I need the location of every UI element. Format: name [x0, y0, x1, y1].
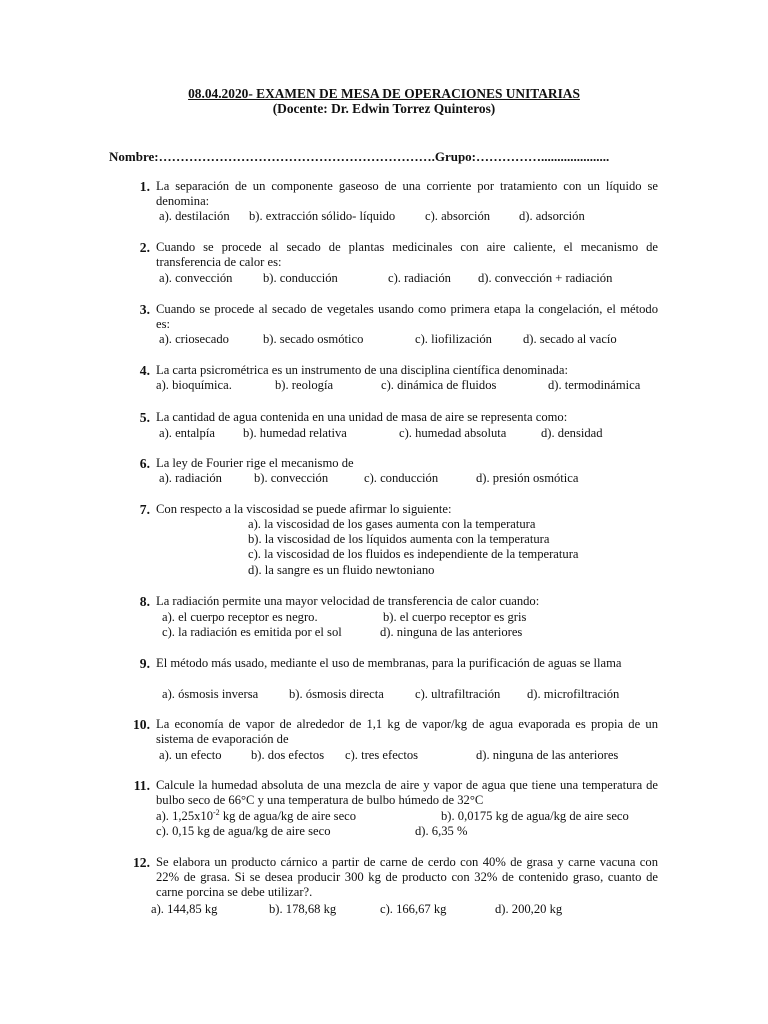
option-b: b). 0,0175 kg de agua/kg de aire seco	[441, 809, 629, 823]
option-a: a). el cuerpo receptor es negro.	[162, 610, 318, 624]
option-a-unit: kg de agua/kg de aire seco	[219, 809, 357, 823]
option-d: d). secado al vacío	[523, 332, 617, 346]
option-a: a). ósmosis inversa	[162, 687, 259, 701]
option-d: d). 6,35 %	[415, 824, 468, 838]
option-c: c). la radiación es emitida por el sol	[162, 625, 342, 639]
question-number: 10.	[133, 717, 150, 732]
option-b: b). la viscosidad de los líquidos aumenta con la temperatura	[248, 532, 550, 546]
question-text: La radiación permite una mayor velocidad de transferencia de calor cuando:	[156, 594, 540, 608]
option-b: b). extracción sólido- líquido	[249, 209, 396, 223]
option-b: b). conducción	[263, 271, 338, 285]
option-c: c). liofilización	[415, 332, 492, 346]
option-a: a). criosecado	[159, 332, 229, 346]
option-c: c). 0,15 kg de agua/kg de aire seco	[156, 824, 331, 838]
option-d: d). 200,20 kg	[495, 902, 563, 916]
question-text: Cuando se procede al secado de vegetales usando como primera etapa la congelación, el método es:	[156, 302, 658, 331]
question-number: 1.	[139, 179, 150, 194]
teacher-line: (Docente: Dr. Edwin Torrez Quinteros)	[272, 101, 496, 116]
question-text: Con respecto a la viscosidad se puede afirmar lo siguiente:	[156, 502, 452, 516]
option-d: d). la sangre es un fluido newtoniano	[248, 563, 435, 577]
option-a	[156, 809, 356, 824]
question-text: El método más usado, mediante el uso de membranas, para la purificación de aguas se llama	[156, 656, 622, 670]
option-a: a). bioquímica.	[156, 378, 232, 392]
option-d: d). presión osmótica	[476, 471, 579, 485]
option-c: c). conducción	[364, 471, 439, 485]
option-b: b). reología	[275, 378, 334, 392]
option-a-exponent: -2	[213, 808, 220, 817]
option-c: c). 166,67 kg	[380, 902, 447, 916]
option-a: a). la viscosidad de los gases aumenta con la temperatura	[248, 517, 536, 531]
option-a: a). un efecto	[159, 748, 222, 762]
option-c: c). dinámica de fluidos	[381, 378, 497, 392]
question-number: 12.	[133, 855, 150, 870]
option-d: d). ninguna de las anteriores	[476, 748, 619, 762]
option-c: c). ultrafiltración	[415, 687, 501, 701]
option-c: c). tres efectos	[345, 748, 419, 762]
option-d: d). termodinámica	[548, 378, 641, 392]
option-b: b). secado osmótico	[263, 332, 364, 346]
question-number: 3.	[139, 302, 150, 317]
question-text: La ley de Fourier rige el mecanismo de	[156, 456, 354, 470]
option-c: c). radiación	[388, 271, 451, 285]
option-b: b). dos efectos	[251, 748, 325, 762]
question-number: 7.	[139, 502, 150, 517]
question-text: Cuando se procede al secado de plantas medicinales con aire caliente, el mecanismo de transferencia de calor es:	[156, 240, 658, 269]
option-a: a). entalpía	[159, 426, 215, 440]
option-a: a). 144,85 kg	[151, 902, 218, 916]
question-text: Calcule la humedad absoluta de una mezcla de aire y vapor de agua que tiene una temperatura de bulbo seco de 66°C y una temperatura de bulbo húmedo de 32°C	[156, 778, 658, 807]
option-a: a). destilación	[159, 209, 230, 223]
question-text: La economía de vapor de alrededor de 1,1 kg de vapor/kg de agua evaporada es propia de un sistema de evaporación de	[156, 717, 658, 746]
exam-title: 08.04.2020- EXAMEN DE MESA DE OPERACIONES UNITARIAS	[188, 86, 580, 101]
option-a: a). radiación	[159, 471, 222, 485]
option-d: d). ninguna de las anteriores	[380, 625, 523, 639]
question-number: 8.	[139, 594, 150, 609]
option-d: d). convección + radiación	[478, 271, 613, 285]
option-b: b). 178,68 kg	[269, 902, 337, 916]
question-number: 2.	[139, 240, 150, 255]
question-number: 6.	[139, 456, 150, 471]
question-number: 5.	[139, 410, 150, 425]
question-text: Se elabora un producto cárnico a partir de carne de cerdo con 40% de grasa y carne vacuna con 22% de grasa. Si se desea producir 300 kg de producto con 32% de contenido graso, cuanto de carne porcina se debe utilizar?.	[156, 855, 658, 899]
option-a: a). convección	[159, 271, 233, 285]
option-b: b). el cuerpo receptor es gris	[383, 610, 527, 624]
question-number: 4.	[139, 363, 150, 378]
question-text: La cantidad de agua contenida en una unidad de masa de aire se representa como:	[156, 410, 568, 424]
name-group-line: Nombre:……………………………………………………….Grupo:…………….....................	[109, 149, 610, 164]
option-c: c). absorción	[425, 209, 491, 223]
option-d: d). densidad	[541, 426, 603, 440]
question-text: La separación de un componente gaseoso de una corriente por tratamiento con un líquido se denomina:	[156, 179, 658, 208]
question-number: 11.	[133, 778, 150, 793]
option-a-mantissa: a). 1,25x10	[156, 809, 214, 823]
option-b: b). ósmosis directa	[289, 687, 384, 701]
option-b: b). humedad relativa	[243, 426, 347, 440]
question-text: La carta psicrométrica es un instrumento de una disciplina científica denominada:	[156, 363, 568, 377]
option-c: c). humedad absoluta	[399, 426, 507, 440]
option-d: d). adsorción	[519, 209, 585, 223]
option-b: b). convección	[254, 471, 329, 485]
option-c: c). la viscosidad de los fluidos es independiente de la temperatura	[248, 547, 579, 561]
question-number: 9.	[139, 656, 150, 671]
option-d: d). microfiltración	[527, 687, 620, 701]
